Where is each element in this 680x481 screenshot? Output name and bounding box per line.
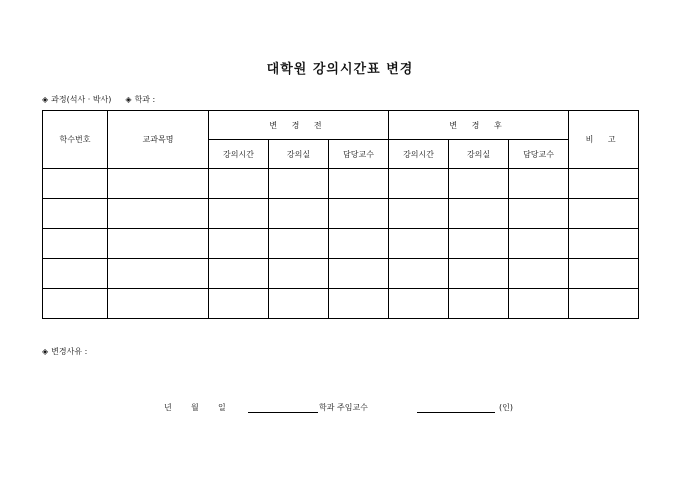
subheader-classroom: 강의실 bbox=[449, 140, 509, 169]
table-cell bbox=[209, 229, 269, 259]
subheader-lecture-time: 강의시간 bbox=[389, 140, 449, 169]
table-cell bbox=[449, 169, 509, 199]
table-cell bbox=[108, 229, 209, 259]
table-cell bbox=[108, 259, 209, 289]
table-cell bbox=[43, 289, 108, 319]
year-label: 년 bbox=[164, 403, 172, 412]
table-cell bbox=[449, 229, 509, 259]
diamond-bullet-icon: ◈ bbox=[42, 347, 49, 356]
month-label: 월 bbox=[191, 403, 199, 412]
table-cell bbox=[569, 229, 639, 259]
subheader-professor: 담당교수 bbox=[329, 140, 389, 169]
document-title: 대학원 강의시간표 변경 bbox=[266, 62, 414, 77]
table-cell bbox=[449, 199, 509, 229]
table-cell bbox=[509, 289, 569, 319]
table-cell bbox=[43, 259, 108, 289]
diamond-bullet-icon: ◈ bbox=[125, 95, 132, 104]
table-row bbox=[43, 229, 639, 259]
table-cell bbox=[449, 259, 509, 289]
table-cell bbox=[389, 169, 449, 199]
table-cell bbox=[509, 259, 569, 289]
header-subject: 교과목명 bbox=[108, 111, 209, 169]
table-cell bbox=[329, 199, 389, 229]
table-cell bbox=[569, 289, 639, 319]
header-after-change: 변 경 후 bbox=[389, 111, 569, 140]
name-blank-line bbox=[417, 412, 495, 413]
table-cell bbox=[329, 229, 389, 259]
table-cell bbox=[108, 169, 209, 199]
seal-label: (인) bbox=[499, 403, 513, 412]
course-dept-line bbox=[42, 94, 155, 105]
table-cell bbox=[209, 169, 269, 199]
table-row bbox=[43, 169, 639, 199]
table-cell bbox=[43, 229, 108, 259]
table-cell bbox=[269, 259, 329, 289]
table-cell bbox=[509, 199, 569, 229]
table-cell bbox=[329, 259, 389, 289]
table-cell bbox=[569, 169, 639, 199]
table-cell bbox=[209, 259, 269, 289]
table-cell bbox=[509, 169, 569, 199]
subheader-professor: 담당교수 bbox=[509, 140, 569, 169]
table-cell bbox=[108, 199, 209, 229]
table-cell bbox=[269, 199, 329, 229]
table-cell bbox=[329, 289, 389, 319]
table-cell bbox=[569, 259, 639, 289]
table-row bbox=[43, 259, 639, 289]
table-cell bbox=[389, 199, 449, 229]
table-cell bbox=[209, 199, 269, 229]
table-cell bbox=[269, 289, 329, 319]
table-cell bbox=[269, 169, 329, 199]
dept-label: 학과 : bbox=[134, 95, 156, 104]
table-row bbox=[43, 289, 639, 319]
course-label: 과정(석사 · 박사) bbox=[51, 95, 112, 104]
reason-label: 변경사유 : bbox=[51, 347, 88, 356]
header-before-change: 변 경 전 bbox=[209, 111, 389, 140]
table-cell bbox=[389, 289, 449, 319]
table-cell bbox=[389, 259, 449, 289]
table-cell bbox=[108, 289, 209, 319]
table-cell bbox=[569, 199, 639, 229]
header-remarks: 비 고 bbox=[569, 111, 639, 169]
reason-line bbox=[42, 346, 87, 357]
table-cell bbox=[43, 199, 108, 229]
table-body bbox=[43, 169, 639, 319]
schedule-change-table bbox=[42, 110, 639, 319]
subheader-classroom: 강의실 bbox=[269, 140, 329, 169]
header-student-id: 학수번호 bbox=[43, 111, 108, 169]
table-cell bbox=[269, 229, 329, 259]
table-cell bbox=[329, 169, 389, 199]
dept-professor-label: 학과 주임교수 bbox=[319, 403, 368, 412]
table-row bbox=[43, 199, 639, 229]
table-cell bbox=[389, 229, 449, 259]
table-cell bbox=[209, 289, 269, 319]
diamond-bullet-icon: ◈ bbox=[42, 95, 49, 104]
table-cell bbox=[509, 229, 569, 259]
table-cell bbox=[43, 169, 108, 199]
table-cell bbox=[449, 289, 509, 319]
day-label: 일 bbox=[218, 403, 226, 412]
dept-blank-line bbox=[248, 412, 318, 413]
subheader-lecture-time: 강의시간 bbox=[209, 140, 269, 169]
